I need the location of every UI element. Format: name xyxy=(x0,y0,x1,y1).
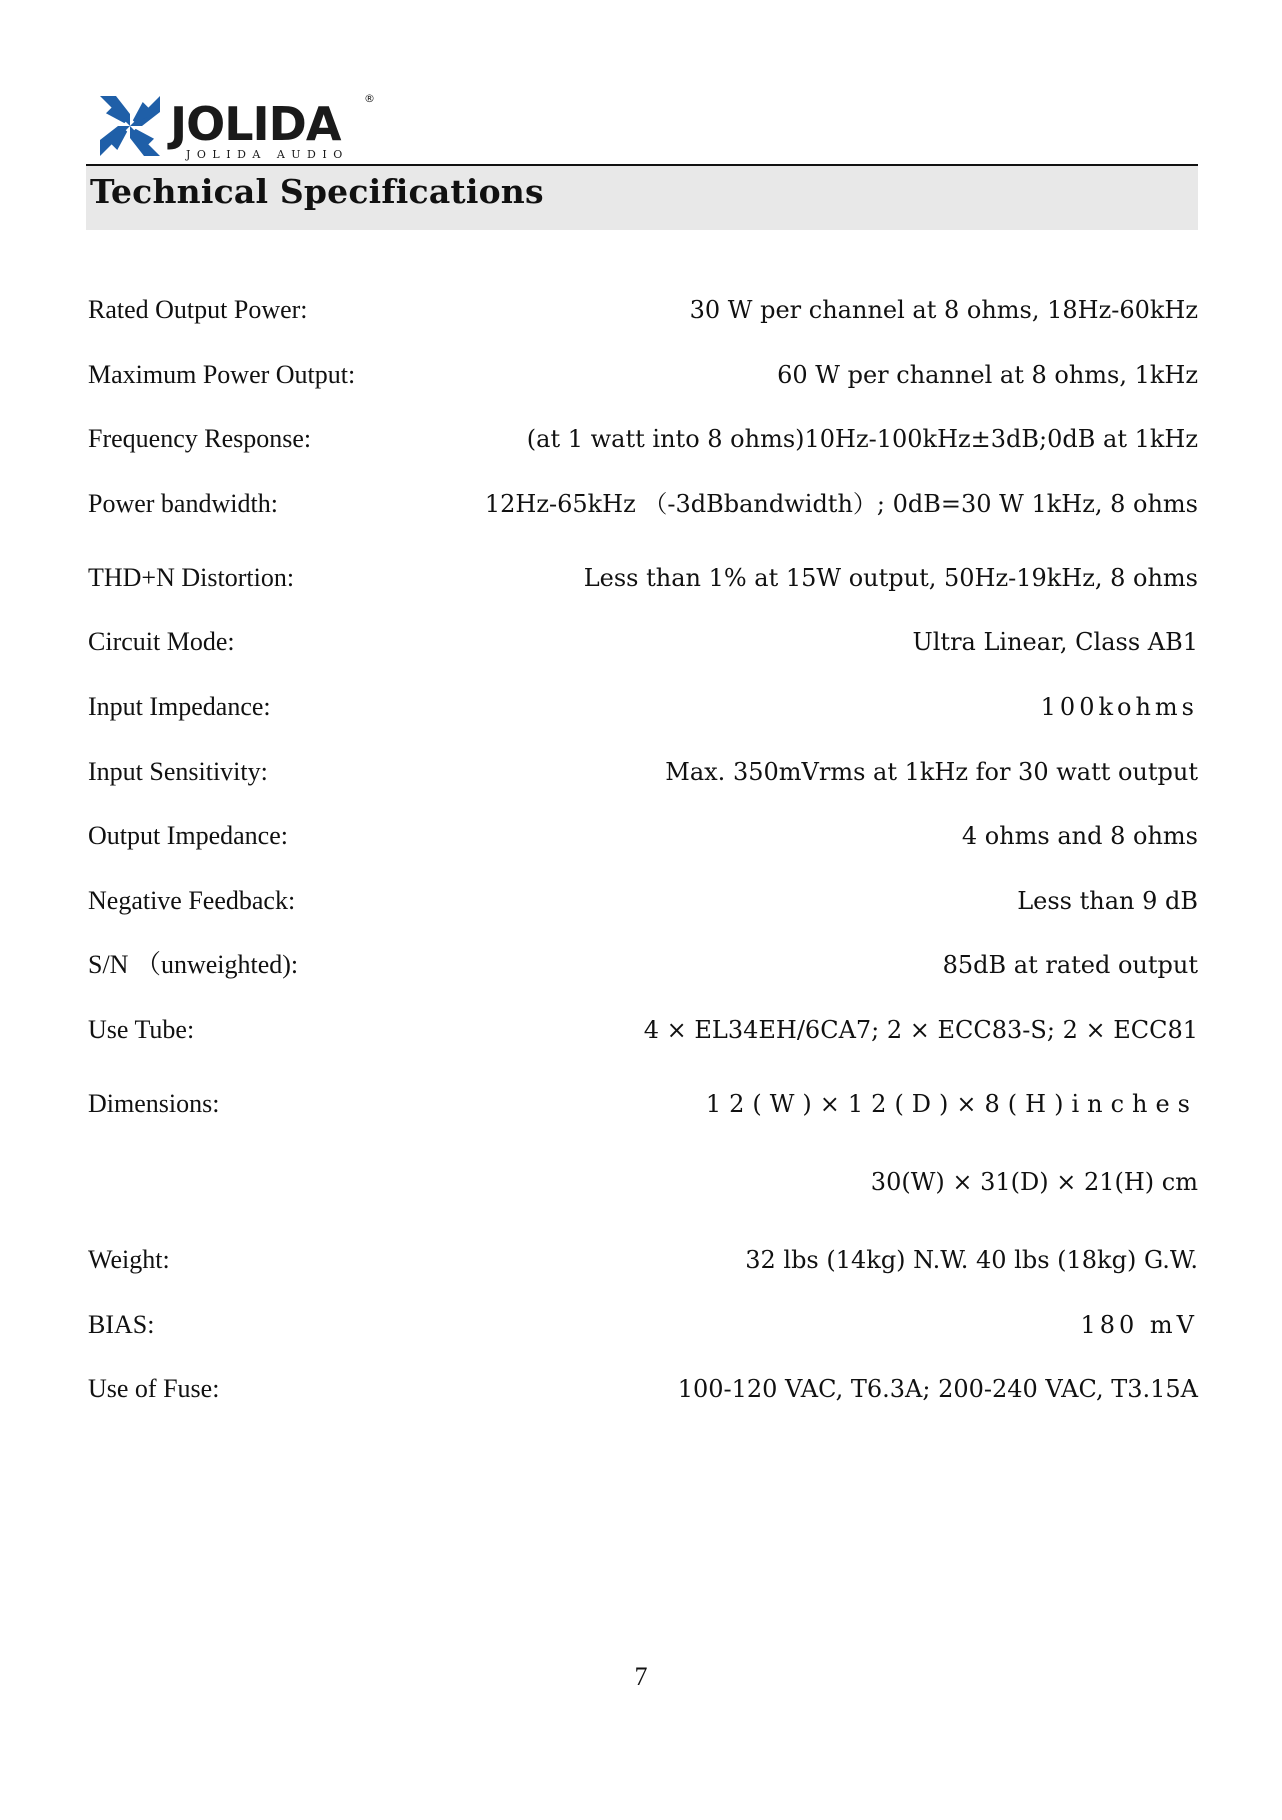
spec-value: 12Hz-65kHz （-3dBbandwidth）; 0dB=30 W 1kHz, 8 ohms xyxy=(484,489,1198,518)
spec-value: 32 lbs (14kg) N.W. 40 lbs (18kg) G.W. xyxy=(745,1245,1198,1274)
spec-value: Less than 9 dB xyxy=(1017,886,1198,915)
spec-row-signal-noise xyxy=(88,943,1198,1008)
spec-label: Negative Feedback: xyxy=(88,885,296,915)
spec-label: Use of Fuse: xyxy=(88,1374,220,1404)
registered-mark: ® xyxy=(364,92,375,105)
spec-row-frequency-response xyxy=(88,417,1198,482)
spec-label: S/N （unweighted): xyxy=(88,950,299,980)
spec-row-dimensions-metric xyxy=(88,1160,1198,1238)
spec-label: Output Impedance: xyxy=(88,821,288,851)
spec-value: 30(W) × 31(D) × 21(H) cm xyxy=(870,1167,1198,1196)
spec-row-use-tube xyxy=(88,1008,1198,1082)
page-title: Technical Specifications xyxy=(90,172,544,211)
spec-row-circuit-mode xyxy=(88,620,1198,685)
spec-row-weight xyxy=(88,1238,1198,1303)
spec-label: THD+N Distortion: xyxy=(88,562,295,592)
spec-row-input-impedance xyxy=(88,685,1198,750)
spec-row-bias xyxy=(88,1303,1198,1368)
spec-row-rated-output xyxy=(88,288,1198,353)
title-band xyxy=(86,164,1198,230)
jolida-logo xyxy=(96,88,386,162)
spec-row-power-bandwidth xyxy=(88,482,1198,556)
spec-label: Power bandwidth: xyxy=(88,488,278,518)
spec-value: 180 mV xyxy=(1080,1310,1198,1339)
spec-label: Circuit Mode: xyxy=(88,627,235,657)
spec-value: Ultra Linear, Class AB1 xyxy=(912,628,1198,657)
spec-label: Use Tube: xyxy=(88,1014,195,1044)
spec-value: Less than 1% at 15W output, 50Hz-19kHz, 8 ohms xyxy=(583,563,1198,592)
spec-label: Maximum Power Output: xyxy=(88,359,356,389)
brand-wordmark: JOLIDA xyxy=(170,97,341,151)
spec-row-fuse xyxy=(88,1367,1198,1432)
spec-label: Input Impedance: xyxy=(88,691,271,721)
spec-label: Weight: xyxy=(88,1244,170,1274)
page-number: 7 xyxy=(634,1662,648,1691)
spec-row-output-impedance xyxy=(88,814,1198,879)
spec-value: 4 ohms and 8 ohms xyxy=(961,822,1198,851)
spec-value: Max. 350mVrms at 1kHz for 30 watt output xyxy=(665,757,1198,786)
spec-value: 4 × EL34EH/6CA7; 2 × ECC83-S; 2 × ECC81 xyxy=(643,1015,1198,1044)
spec-row-input-sensitivity xyxy=(88,750,1198,815)
spec-row-dimensions xyxy=(88,1082,1198,1160)
spec-label: Dimensions: xyxy=(88,1088,220,1118)
spec-value: 100kohms xyxy=(1040,692,1198,721)
spec-row-negative-feedback xyxy=(88,879,1198,944)
spec-value: (at 1 watt into 8 ohms)10Hz-100kHz±3dB;0dB at 1kHz xyxy=(526,425,1198,454)
spec-row-max-power xyxy=(88,353,1198,418)
spec-value: 85dB at rated output xyxy=(942,951,1198,980)
spec-value: 30 W per channel at 8 ohms, 18Hz-60kHz xyxy=(689,296,1198,324)
brand-subtitle: JOLIDA AUDIO xyxy=(186,148,349,161)
spec-row-thd xyxy=(88,556,1198,621)
spec-value: 60 W per channel at 8 ohms, 1kHz xyxy=(777,360,1198,389)
pinwheel-emblem-icon xyxy=(100,96,160,156)
spec-label: Frequency Response: xyxy=(88,424,312,454)
spec-value: 100-120 VAC, T6.3A; 200-240 VAC, T3.15A xyxy=(677,1375,1198,1404)
spec-list xyxy=(88,288,1198,1432)
spec-label: BIAS: xyxy=(88,1309,155,1339)
spec-value: 12(W)×12(D)×8(H)inches xyxy=(705,1089,1198,1118)
spec-label: Rated Output Power: xyxy=(88,295,308,324)
spec-label: Input Sensitivity: xyxy=(88,756,268,786)
